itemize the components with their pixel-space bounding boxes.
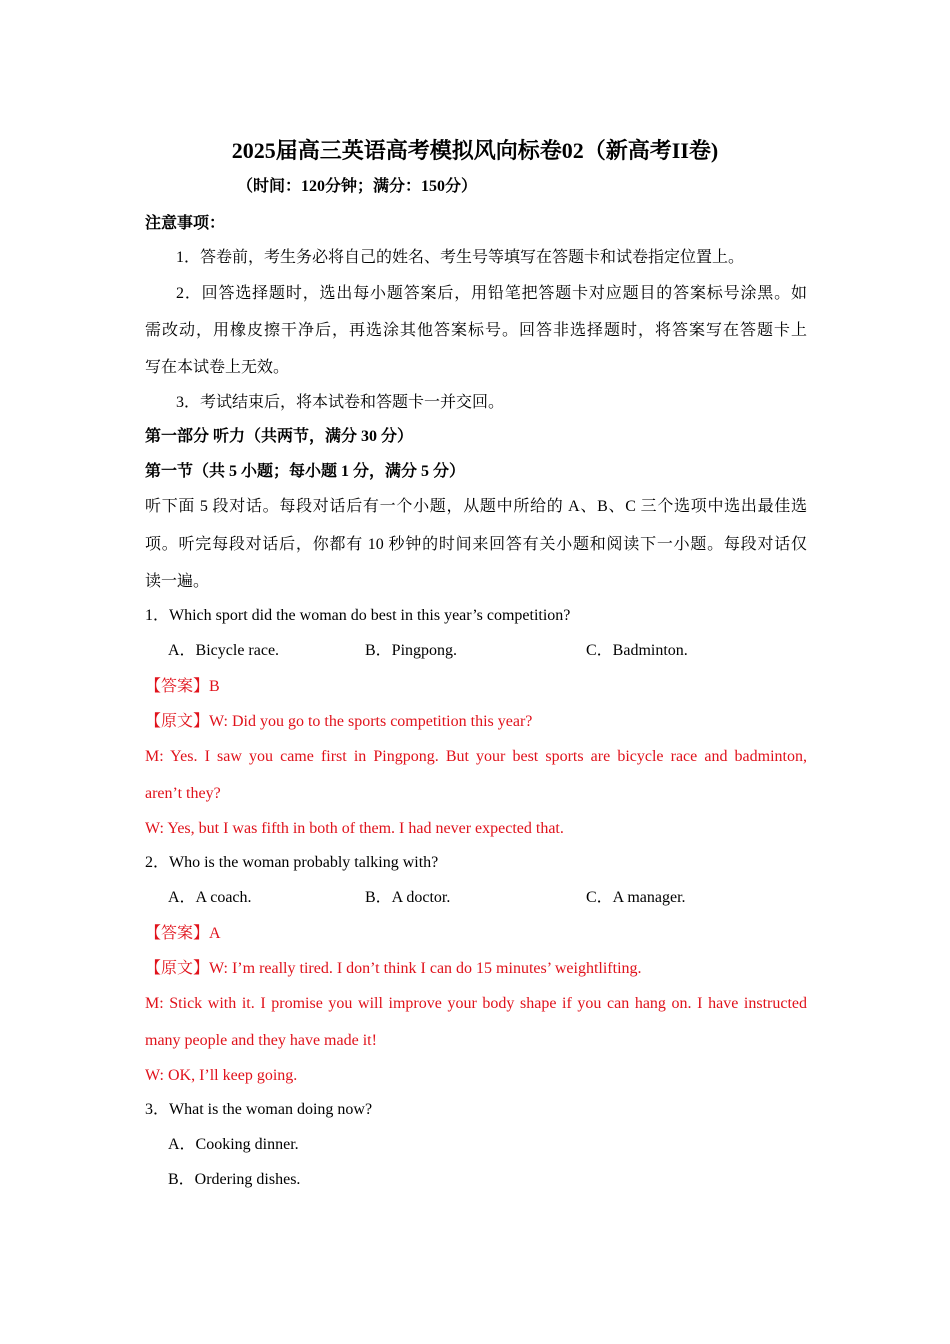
section1-heading: 第一节（共 5 小题；每小题 1 分，满分 5 分） <box>145 463 466 480</box>
q1-option-b: B．Pingpong. <box>365 642 458 659</box>
q1-answer: 【答案】B <box>145 678 220 695</box>
q2-transcript-line-3: W: OK, I’ll keep going. <box>145 1067 298 1084</box>
q1-transcript-first <box>145 712 807 732</box>
q2-transcript-first-text: W: I’m really tired. I don’t think I can do 15 minutes’ weightlifting. <box>209 960 642 977</box>
q2-transcript-line-2: many people and they have made it! <box>145 1032 377 1049</box>
q2-option-b: B．A doctor. <box>365 889 451 906</box>
notice-heading: 注意事项： <box>145 215 226 232</box>
instructions-line-2: 项。听完每段对话后，你都有 10 秒钟的时间来回答有关小题和阅读下一小题。每段对话仅 <box>145 536 807 553</box>
notice-item-3: 3．考试结束后，将本试卷和答题卡一并交回。 <box>176 394 505 411</box>
notice-item-2-line-1: 2．回答选择题时，选出每小题答案后，用铅笔把答题卡对应题目的答案标号涂黑。如 <box>176 285 807 302</box>
question-3: 3．What is the woman doing now? <box>145 1101 373 1118</box>
q3-option-a: A．Cooking dinner. <box>168 1136 299 1153</box>
instructions-line-3: 读一遍。 <box>145 573 210 590</box>
q1-transcript-line-1: M: Yes. I saw you came first in Pingpong. But your best sports are bicycle race and badminton, <box>145 748 807 765</box>
notice-item-1: 1．答卷前，考生务必将自己的姓名、考生号等填写在答题卡和试卷指定位置上。 <box>176 249 745 266</box>
q2-transcript-first <box>145 959 807 979</box>
q1-option-c: C．Badminton. <box>586 642 688 659</box>
q1-transcript-line-3: W: Yes, but I was fifth in both of them. I had never expected that. <box>145 820 564 837</box>
exam-title: 2025届高三英语高考模拟风向标卷02（新高考II卷) <box>231 138 719 163</box>
question-2: 2．Who is the woman probably talking with? <box>145 854 439 871</box>
q2-option-c: C．A manager. <box>586 889 686 906</box>
q2-answer: 【答案】A <box>145 925 221 942</box>
q2-option-a: A．A coach. <box>168 889 252 906</box>
q1-option-a: A．Bicycle race. <box>168 642 280 659</box>
q3-option-b: B．Ordering dishes. <box>168 1171 301 1188</box>
q2-transcript-label: 【原文】 <box>145 960 210 977</box>
q1-transcript-first-text: W: Did you go to the sports competition this year? <box>209 713 533 730</box>
q1-transcript-label: 【原文】 <box>145 713 210 730</box>
notice-item-2-line-3: 写在本试卷上无效。 <box>145 359 290 376</box>
part1-heading: 第一部分 听力（共两节，满分 30 分） <box>145 428 414 445</box>
notice-item-2-line-2: 需改动，用橡皮擦干净后，再选涂其他答案标号。回答非选择题时，将答案写在答题卡上 <box>145 322 807 339</box>
instructions-line-1: 听下面 5 段对话。每段对话后有一个小题，从题中所给的 A、B、C 三个选项中选出最佳选 <box>145 498 807 515</box>
exam-subtitle: （时间：120分钟；满分：150分） <box>237 178 478 195</box>
q1-transcript-line-2: aren’t they? <box>145 785 221 802</box>
question-1: 1．Which sport did the woman do best in this year’s competition? <box>145 607 571 624</box>
q2-transcript-line-1: M: Stick with it. I promise you will improve your body shape if you can hang on. I have instructed <box>145 995 807 1012</box>
